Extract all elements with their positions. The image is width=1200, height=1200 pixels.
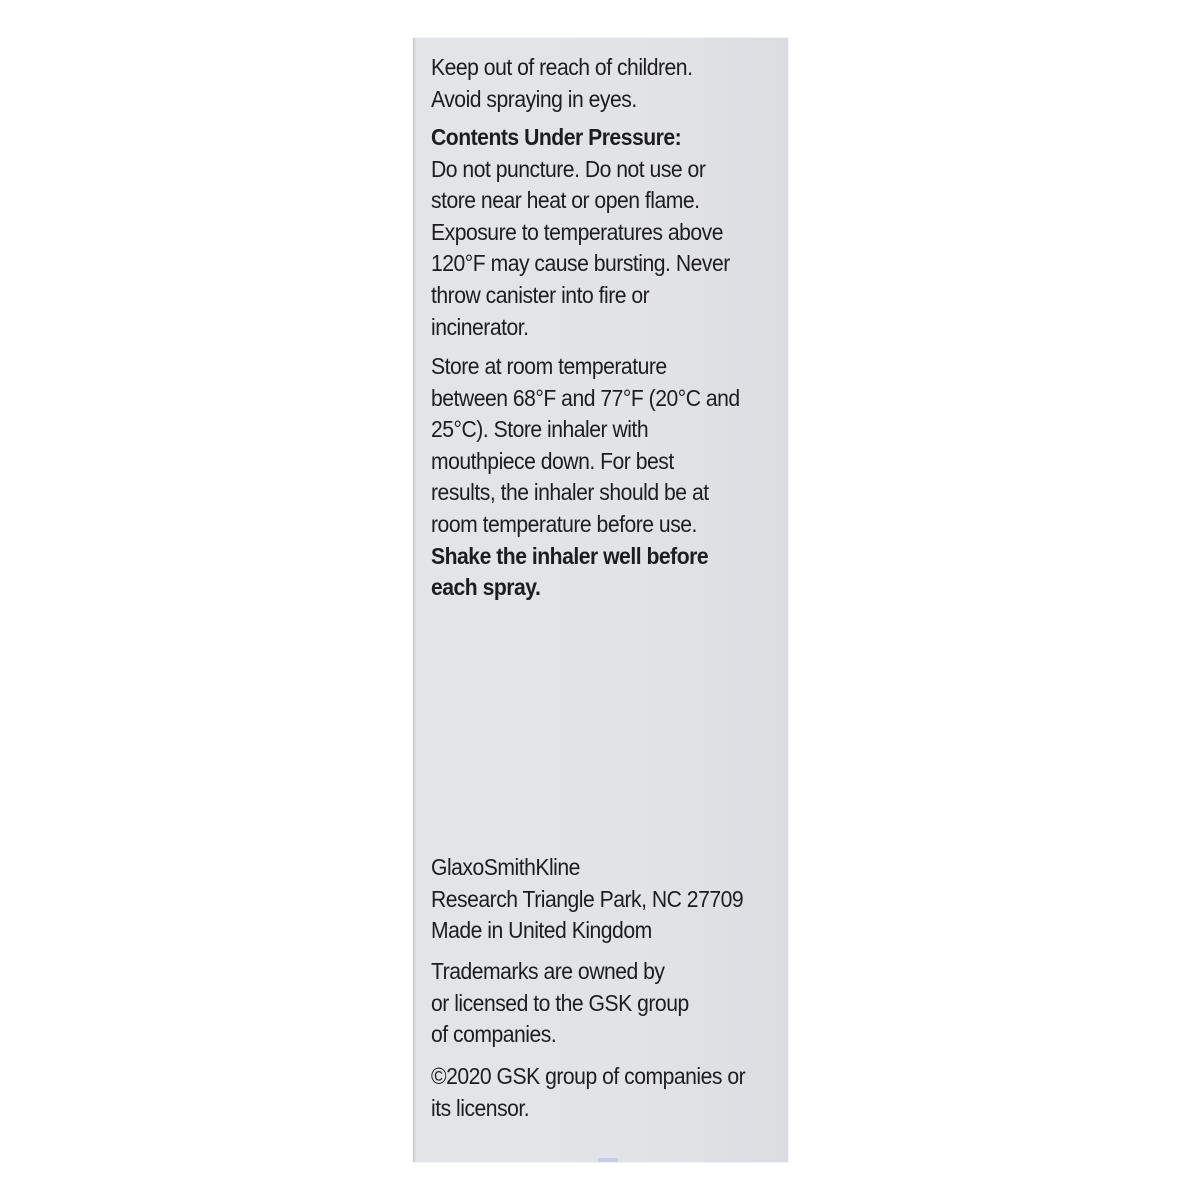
pressure-line: store near heat or open flame.	[431, 187, 700, 214]
country-of-origin: Made in United Kingdom	[431, 917, 652, 944]
trademark-notice	[431, 956, 791, 1051]
pressure-line: 120°F may cause bursting. Never	[431, 250, 730, 277]
pressure-warning	[431, 122, 791, 343]
pressure-line: throw canister into fire or	[431, 281, 650, 308]
warning-line: Avoid spraying in eyes.	[431, 85, 637, 112]
pressure-heading: Contents Under Pressure:	[431, 124, 682, 150]
shake-instruction: Shake the inhaler well before	[431, 542, 709, 569]
storage-line: room temperature before use.	[431, 510, 697, 537]
copyright-line: ©2020 GSK group of companies or	[431, 1063, 746, 1089]
storage-line: mouthpiece down. For best	[431, 447, 674, 474]
storage-line: between 68°F and 77°F (20°C and	[431, 384, 740, 411]
trademark-line: of companies.	[431, 1021, 557, 1048]
manufacturer-info	[431, 852, 791, 947]
storage-line: Store at room temperature	[431, 353, 667, 379]
pressure-line: incinerator.	[431, 313, 529, 340]
manufacturer-name: GlaxoSmithKline	[431, 854, 580, 880]
storage-instructions	[431, 351, 791, 604]
copyright-notice	[431, 1061, 791, 1124]
pressure-line: Exposure to temperatures above	[431, 218, 724, 245]
warning-line: Keep out of reach of children.	[431, 54, 693, 80]
shake-instruction: each spray.	[431, 574, 541, 601]
pressure-line: Do not puncture. Do not use or	[431, 155, 706, 182]
safety-warning	[431, 52, 791, 115]
copyright-line: its licensor.	[431, 1094, 530, 1121]
package-edge-marking	[598, 1158, 618, 1162]
trademark-line: Trademarks are owned by	[431, 958, 665, 984]
storage-line: 25°C). Store inhaler with	[431, 416, 649, 443]
storage-line: results, the inhaler should be at	[431, 479, 709, 506]
trademark-line: or licensed to the GSK group	[431, 989, 689, 1016]
manufacturer-address: Research Triangle Park, NC 27709	[431, 885, 744, 912]
